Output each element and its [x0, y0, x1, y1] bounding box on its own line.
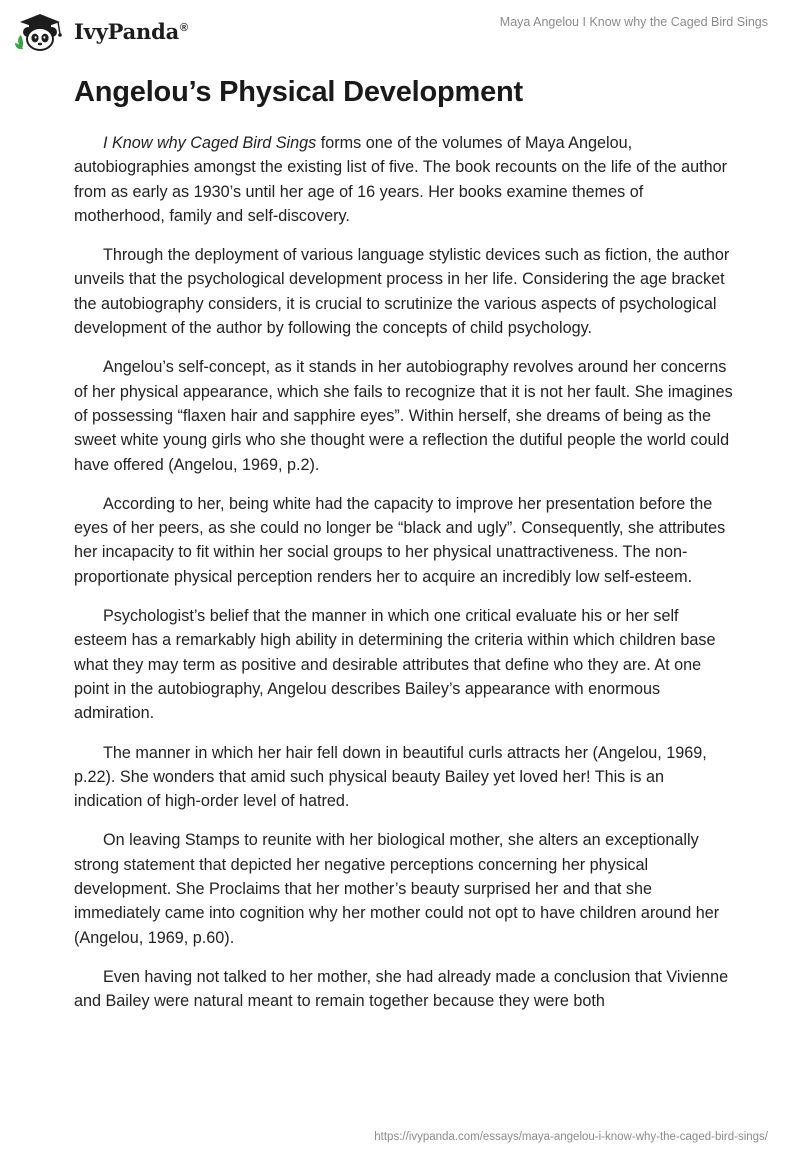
document-running-title: Maya Angelou I Know why the Caged Bird Sings: [499, 15, 768, 29]
paragraph: Psychologist’s belief that the manner in which one critical evaluate his or her self esteem has a remarkably high ability in determining the criteria within which children base what they may term as positive and desirable attributes that define who they are. At one point in the autobiography, Angelou describes Bailey’s appearance with enormous admiration.: [74, 607, 716, 723]
book-title: I Know why Caged Bird Sings: [103, 134, 317, 152]
brand-wordmark: IvyPanda®: [74, 18, 188, 44]
paragraph: According to her, being white had the capacity to improve her presentation before the eyes of her peers, as she could no longer be “black and ugly”. Consequently, she attributes her incapacity to fit within her social groups to her physical unattractiveness. The non-proportionate physical perception renders her to acquire an incredibly low self-esteem.: [74, 494, 726, 586]
paragraph-text: forms one of the volumes of Maya Angelou, autobiographies amongst the existing list of five. The book recounts on the life of the author from as early as 1930’s until her age of 16 years. Her books examine themes of motherhood, family and self-discovery.: [74, 134, 728, 225]
article-body: [74, 74, 734, 1029]
paragraph: The manner in which her hair fell down in beautiful curls attracts her (Angelou, 1969, p.22). She wonders that amid such physical beauty Bailey yet loved her! This is an indication of high-order level of hatred.: [74, 743, 707, 811]
registered-mark: ®: [180, 21, 188, 34]
paragraph: Through the deployment of various language stylistic devices such as fiction, the author unveils that the psychological development process in her life. Considering the age bracket the autobiography considers, it is crucial to scrutinize the various aspects of psychological development of the author by following the concepts of child psychology.: [74, 246, 730, 338]
paragraph: Angelou’s self-concept, as it stands in her autobiography revolves around her concerns of her physical appearance, which she fails to recognize that it is not her fault. She imagines of possessing “flaxen hair and sapphire eyes”. Within herself, she dreams of being as the sweet white young girls who she thought were a reflection the dutiful people the world could have offered (Angelou, 1969, p.2).: [74, 358, 733, 474]
paragraph: Even having not talked to her mother, she had already made a conclusion that Vivienne and Bailey were natural meant to remain together because they were both: [74, 967, 729, 1011]
page-title: Angelou’s Physical Development: [74, 76, 523, 108]
paragraph: On leaving Stamps to reunite with her biological mother, she alters an exceptionally strong statement that depicted her negative perceptions concerning her physical development. She Proclaims that her mother’s beauty surprised her and that she immediately came into cognition why her mother could not opt to have children around her (Angelou, 1969, p.60).: [74, 831, 720, 947]
panda-graduate-icon: [14, 10, 70, 52]
paragraph: [74, 131, 734, 228]
page-header: [0, 0, 800, 60]
source-url-link[interactable]: https://ivypanda.com/essays/maya-angelou-i-know-why-the-caged-bird-sings/: [374, 1131, 768, 1143]
ivypanda-logo[interactable]: [14, 10, 188, 52]
